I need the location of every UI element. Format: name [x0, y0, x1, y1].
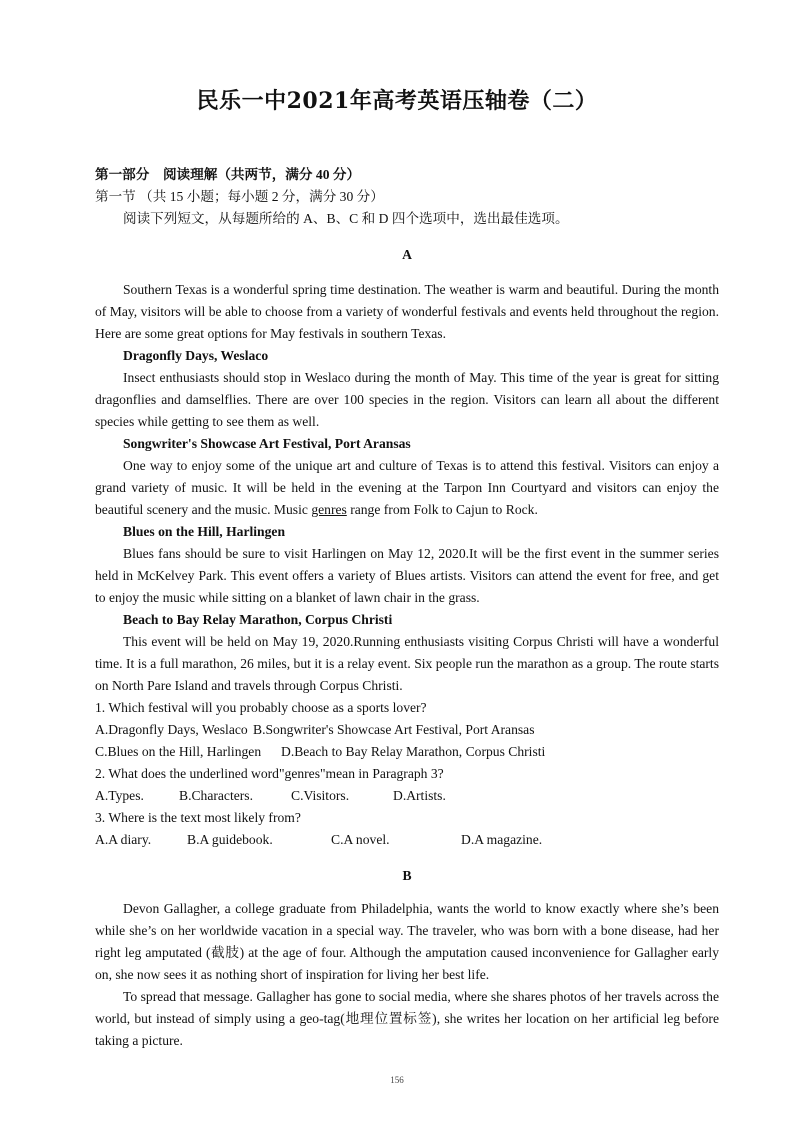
option: D.Beach to Bay Relay Marathon, Corpus Christi [281, 744, 546, 760]
underlined-word: genres [311, 502, 347, 518]
question-options [95, 741, 719, 763]
option: B.Characters. [179, 788, 253, 804]
option: C.Blues on the Hill, Harlingen [95, 744, 262, 760]
festival-heading: Blues on the Hill, Harlingen [123, 524, 286, 540]
part-heading: 第一部分 阅读理解（共两节，满分 40 分） [95, 167, 361, 182]
festival-heading: Songwriter's Showcase Art Festival, Port Aransas [123, 436, 411, 452]
festival-paragraph: Insect enthusiasts should stop in Weslaco during the month of May. This time of the year is great for sitting dragonflies and damselflies. There are over 100 species in the region. Visitors can learn all about the different species while getting to see them as well. [95, 370, 719, 430]
festival-paragraph: Blues fans should be sure to visit Harlingen on May 12, 2020.It will be the first event in the summer series held in McKelvey Park. This event offers a variety of Blues artists. Visitors can attend the event for free, and get to enjoy the music while sitting on a blanket of lawn chair in the grass. [95, 546, 719, 606]
option: B.Songwriter's Showcase Art Festival, Port Aransas [253, 722, 535, 738]
instructions: 阅读下列短文，从每题所给的 A、B、C 和 D 四个选项中，选出最佳选项。 [123, 211, 569, 226]
festival-heading: Beach to Bay Relay Marathon, Corpus Christi [123, 612, 393, 628]
option: B.A guidebook. [187, 832, 273, 848]
question-options [95, 719, 719, 741]
passage-b-label: B [402, 867, 412, 883]
page-number: 156 [390, 1075, 404, 1085]
festival-paragraph [95, 455, 719, 521]
passage-a-label: A [402, 246, 412, 262]
question-options [95, 829, 719, 851]
option: C.A novel. [331, 832, 390, 848]
passage-b-paragraph: Devon Gallagher, a college graduate from Philadelphia, wants the world to know exactly where she’s been while she’s on her worldwide vacation in a special way. The traveler, who was born with a bone disease, had her right leg amputated (截肢) at the age of four. Although the amputation caused inconvenience for Gallagher early on, she now sees it as nothing short of inspiration for living her best life. [95, 900, 719, 982]
option: D.Artists. [393, 788, 446, 804]
question: 2. What does the underlined word"genres"mean in Paragraph 3? [95, 766, 444, 782]
question-options [95, 785, 719, 807]
exam-title: 民乐一中2021年高考英语压轴卷（二） [196, 88, 598, 114]
option: A.A diary. [95, 832, 152, 848]
paragraph-text: range from Folk to Cajun to Rock. [346, 502, 538, 518]
festival-paragraph: This event will be held on May 19, 2020.Running enthusiasts visiting Corpus Christi will have a wonderful time. It is a full marathon, 26 miles, but it is a relay event. Six people run the marathon as a group. The route starts on North Pare Island and travels through Corpus Christi. [95, 634, 719, 694]
option: A.Types. [95, 788, 144, 804]
paragraph-text: One way to enjoy some of the unique art and culture of Texas is to attend this festival. Visitors can enjoy a grand variety of music. It will be held in the evening at the Tarpon Inn Courtyard and visitors can enjoy the beautiful scenery and the music. Music [95, 458, 719, 518]
question: 1. Which festival will you probably choose as a sports lover? [95, 700, 427, 716]
passage-b-paragraph: To spread that message. Gallagher has gone to social media, where she shares photos of her travels across the world, but instead of simply using a geo-tag(地理位置标签), she writes her location on her artificial leg before taking a picture. [95, 988, 719, 1048]
option: C.Visitors. [291, 788, 350, 804]
exam-body [95, 164, 719, 1052]
festival-heading: Dragonfly Days, Weslaco [123, 348, 269, 364]
option: A.Dragonfly Days, Weslaco [95, 722, 248, 738]
option: D.A magazine. [461, 832, 543, 848]
section-heading: 第一节 （共 15 小题；每小题 2 分，满分 30 分） [95, 189, 384, 204]
question: 3. Where is the text most likely from? [95, 810, 301, 826]
passage-a-intro: Southern Texas is a wonderful spring time destination. The weather is warm and beautiful. During the month of May, visitors will be able to choose from a variety of wonderful festivals and events held throughout the region. Here are some great options for May festivals in southern Texas. [95, 282, 719, 342]
